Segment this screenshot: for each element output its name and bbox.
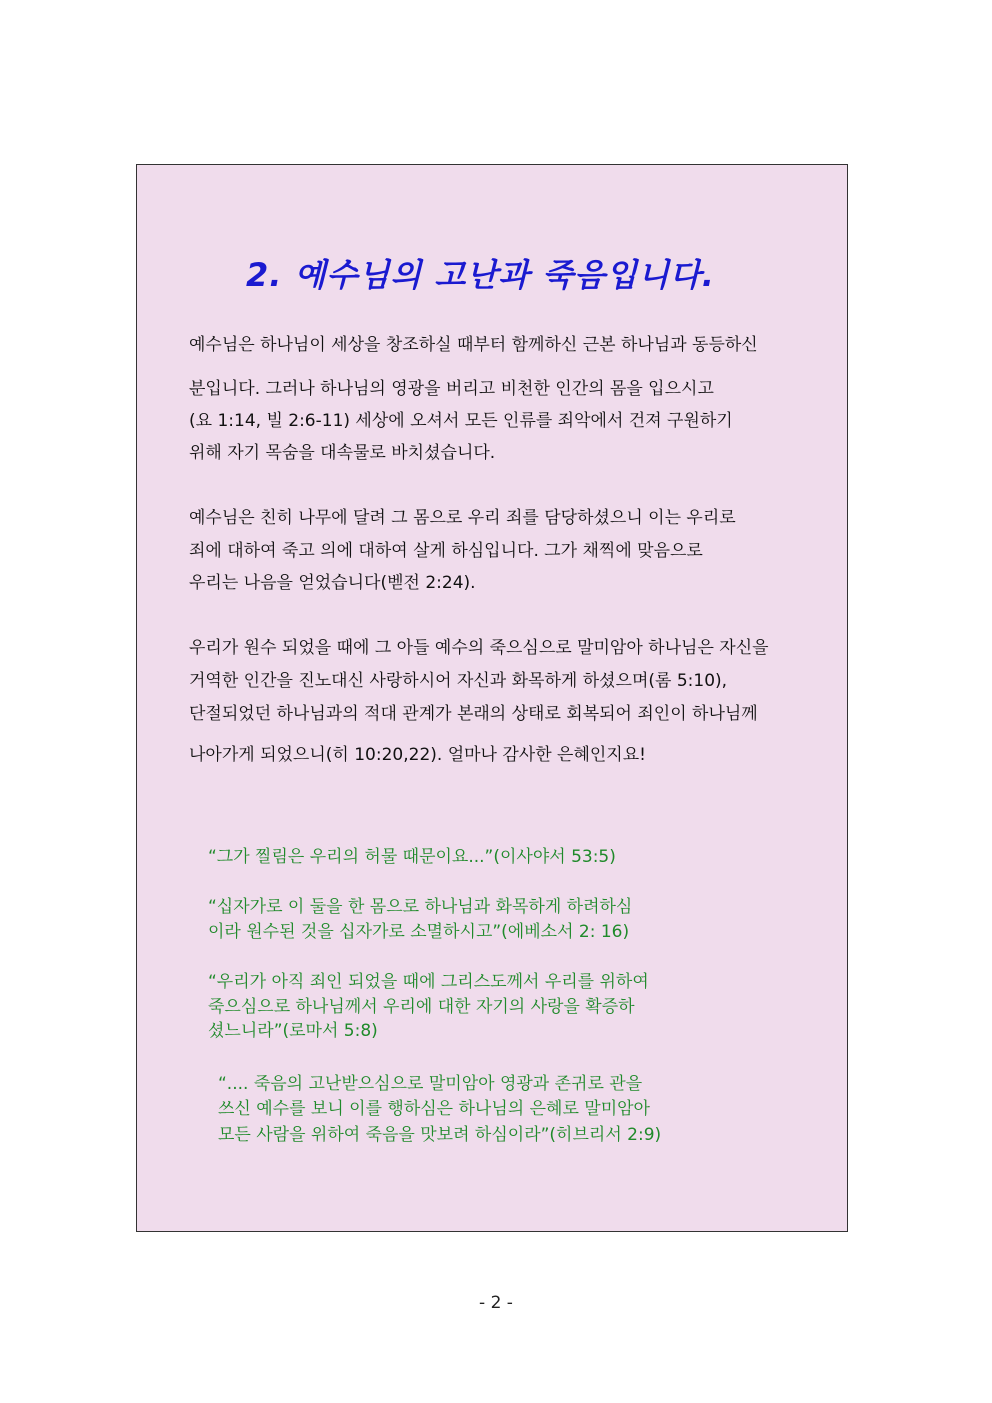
- body-text-line: 단절되었던 하나님과의 적대 관계가 본래의 상태로 회복되어 죄인이 하나님께: [189, 704, 758, 724]
- scripture-quote-line: 쓰신 예수를 보니 이를 행하심은 하나님의 은혜로 말미암아: [218, 1099, 650, 1119]
- scripture-quote-line: 셨느니라”(로마서 5:8): [208, 1021, 378, 1041]
- scripture-quote-line: 이라 원수된 것을 십자가로 소멸하시고”(에베소서 2: 16): [208, 922, 630, 942]
- scripture-quote-line: “.... 죽음의 고난받으심으로 말미암아 영광과 존귀로 관을: [218, 1074, 643, 1094]
- section-title: 2. 예수님의 고난과 죽음입니다.: [246, 256, 715, 294]
- body-text-line: 분입니다. 그러나 하나님의 영광을 버리고 비천한 인간의 몸을 입으시고: [189, 379, 714, 399]
- scripture-quote-line: 죽으심으로 하나님께서 우리에 대한 자기의 사랑을 확증하: [208, 997, 635, 1017]
- body-text-line: (요 1:14, 빌 2:6-11) 세상에 오셔서 모든 인류를 죄악에서 건져 구원하기: [189, 411, 733, 431]
- scripture-quote-line: “그가 찔림은 우리의 허물 때문이요...”(이사야서 53:5): [208, 847, 616, 867]
- scripture-quote-line: “우리가 아직 죄인 되었을 때에 그리스도께서 우리를 위하여: [208, 972, 649, 992]
- body-text-line: 나아가게 되었으니(히 10:20,22). 얼마나 감사한 은혜인지요!: [189, 745, 646, 765]
- body-text-line: 죄에 대하여 죽고 의에 대하여 살게 하심입니다. 그가 채찍에 맞음으로: [189, 541, 703, 561]
- body-text-line: 예수님은 친히 나무에 달려 그 몸으로 우리 죄를 담당하셨으니 이는 우리로: [189, 508, 736, 528]
- page-number: - 2 -: [479, 1293, 513, 1313]
- body-text-line: 예수님은 하나님이 세상을 창조하실 때부터 함께하신 근본 하나님과 동등하신: [189, 335, 758, 355]
- body-text-line: 거역한 인간을 진노대신 사랑하시어 자신과 화목하게 하셨으며(롬 5:10),: [189, 671, 728, 691]
- body-text-line: 우리는 나음을 얻었습니다(벧전 2:24).: [189, 573, 476, 593]
- body-text-line: 우리가 원수 되었을 때에 그 아들 예수의 죽으심으로 말미암아 하나님은 자신을: [189, 638, 769, 658]
- scripture-quote-line: 모든 사람을 위하여 죽음을 맛보려 하심이라”(히브리서 2:9): [218, 1125, 662, 1145]
- scripture-quote-line: “십자가로 이 둘을 한 몸으로 하나님과 화목하게 하려하심: [208, 897, 633, 917]
- body-text-line: 위해 자기 목숨을 대속물로 바치셨습니다.: [189, 443, 496, 463]
